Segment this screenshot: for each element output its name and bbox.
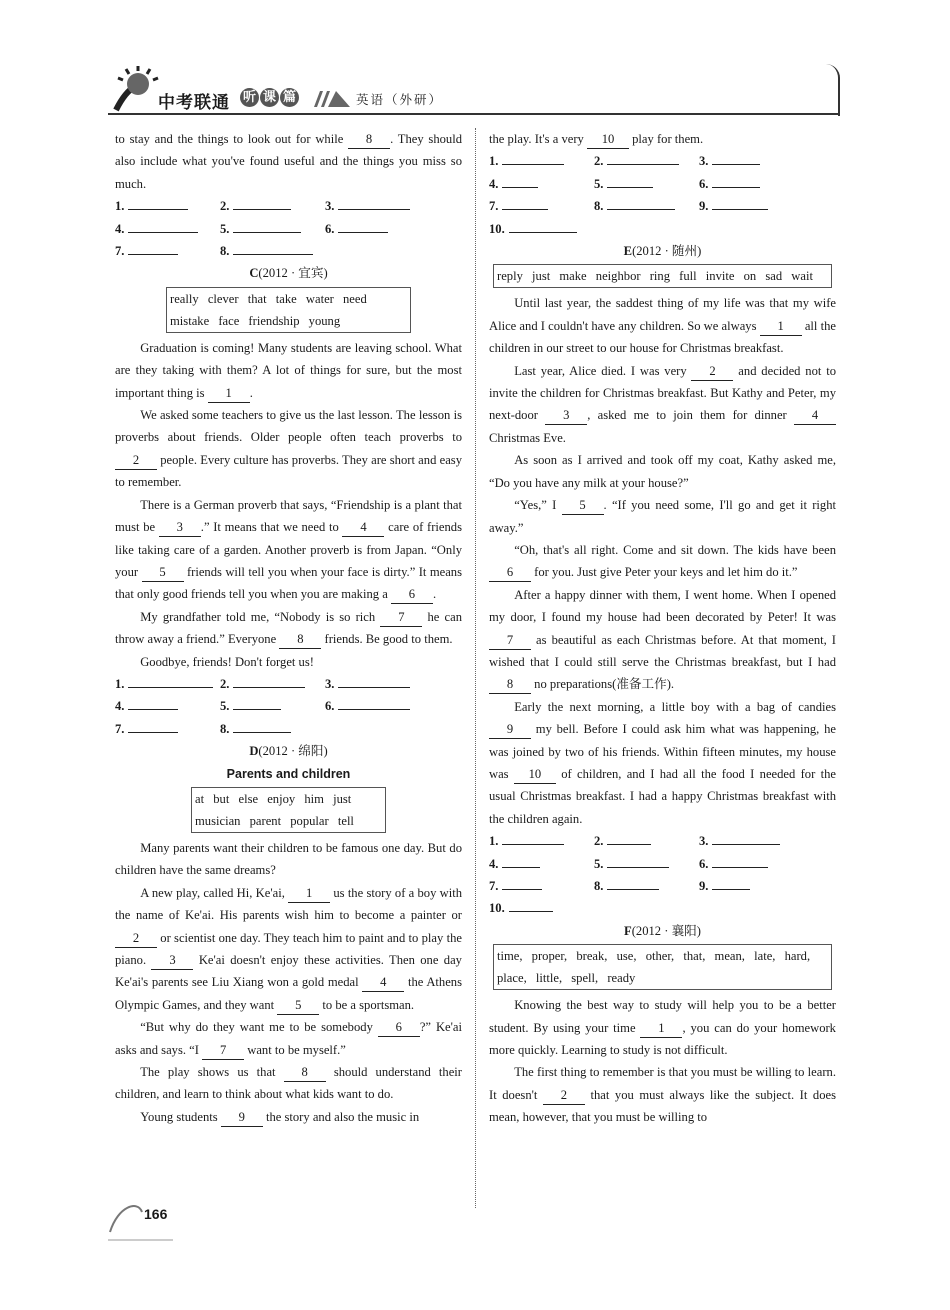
answer-item: [220, 718, 325, 740]
answer-number: 5.: [594, 176, 604, 191]
paragraph: My grandfather told me, “Nobody is so rich 7 he can throw away a friend.” Everyone 8 friends. Be good to them.: [115, 606, 462, 651]
answer-item: [325, 218, 462, 240]
answer-line[interactable]: [502, 150, 564, 165]
answer-number: 4.: [489, 856, 499, 871]
answer-line[interactable]: [607, 853, 669, 868]
left-column: [115, 128, 462, 1128]
section-label: D: [249, 744, 259, 759]
blank-7: 7: [489, 632, 531, 650]
blank-8: 8: [348, 131, 390, 149]
answer-number: 7.: [115, 721, 125, 736]
answer-item: [489, 830, 594, 852]
answer-item: [220, 695, 325, 717]
paragraph: Knowing the best way to study will help you to be a better student. By using your time 1 , you can do your homework more quickly. Learning to study is not difficult.: [489, 998, 836, 1058]
answer-number: 6.: [325, 221, 335, 236]
answer-item: [489, 218, 594, 240]
paragraph: the play. It's a very 10 play for them.: [489, 128, 836, 150]
answer-item: [115, 718, 220, 740]
answer-item: [489, 173, 594, 195]
answer-line[interactable]: [502, 875, 542, 890]
answer-line[interactable]: [128, 218, 198, 233]
answer-line[interactable]: [233, 218, 301, 233]
blank-7: 7: [380, 609, 422, 627]
paragraph: Graduation is coming! Many students are leaving school. What are they taking with them? A lot of things for sure, but the most important thing is 1 .: [115, 337, 462, 404]
answer-number: 3.: [325, 676, 335, 691]
section-heading: [489, 920, 836, 942]
answer-item: [699, 875, 836, 897]
answer-number: 6.: [699, 176, 709, 191]
answer-line[interactable]: [233, 695, 281, 710]
blank-5: 5: [277, 997, 319, 1015]
paragraph: The first thing to remember is that you must be willing to learn. It doesn't 2 that you must always like the subject. It does mean, however, that you must be willing to: [489, 1065, 837, 1125]
blank-8: 8: [279, 631, 321, 649]
answer-line[interactable]: [128, 240, 178, 255]
paragraph: We asked some teachers to give us the last lesson. The lesson is proverbs about friends. Older people often teach proverbs to 2 people. Every culture has proverbs. They are short and easy to remember.: [115, 408, 462, 490]
slash-decoration-icon: [308, 91, 350, 107]
section-source: (2012 · 襄阳): [631, 923, 701, 938]
answer-line[interactable]: [128, 673, 213, 688]
paragraph: Goodbye, friends! Don't forget us!: [140, 654, 314, 669]
answer-item: [115, 673, 220, 695]
header-rule: [108, 113, 838, 115]
answer-item: [220, 673, 325, 695]
blank-5: 5: [142, 564, 184, 582]
answer-item: [325, 195, 462, 217]
blank-8: 8: [284, 1064, 326, 1082]
paragraph: The play shows us that 8 should understand their children, and learn to think about what kids want to do.: [115, 1065, 463, 1102]
blank-1: 1: [208, 385, 250, 403]
answer-line[interactable]: [712, 853, 768, 868]
word-bank: reply just make neighbor ring full invite on sad wait: [493, 264, 832, 288]
column-divider: [475, 128, 476, 1208]
section-source: (2012 · 宜宾): [258, 266, 328, 281]
answer-line[interactable]: [338, 673, 410, 688]
answer-line[interactable]: [233, 718, 291, 733]
answer-line[interactable]: [712, 875, 750, 890]
answer-item: [489, 195, 594, 217]
answer-line[interactable]: [128, 695, 178, 710]
answer-item: [220, 195, 325, 217]
answer-item: [115, 195, 220, 217]
badge-char: 课: [260, 88, 279, 107]
blank-4: 4: [342, 519, 384, 537]
blank-1: 1: [288, 885, 330, 903]
answer-item: [115, 240, 220, 262]
blank-9: 9: [489, 721, 531, 739]
answer-line[interactable]: [233, 195, 291, 210]
blank-1: 1: [760, 318, 802, 336]
blank-2: 2: [543, 1087, 585, 1105]
answer-number: 3.: [699, 834, 709, 849]
answer-item: [699, 830, 836, 852]
answer-item: [489, 150, 594, 172]
word-bank: at but else enjoy him just musician parent popular tell: [191, 787, 386, 833]
answer-line[interactable]: [233, 673, 305, 688]
answer-line[interactable]: [607, 875, 659, 890]
header-curl: [826, 64, 840, 116]
answer-number: 4.: [115, 221, 125, 236]
answer-item: [325, 673, 462, 695]
answer-line[interactable]: [338, 195, 410, 210]
answer-line[interactable]: [338, 218, 388, 233]
answer-number: 8.: [594, 879, 604, 893]
answer-item: [220, 240, 325, 262]
paragraph: There is a German proverb that says, “Friendship is a plant that must be 3 .” It means that we need to 4 care of friends like taking care of a garden. Another proverb is from Japan. “Only your 5 friends will tell you when your face is dirty.” It means that only good friends tell you when you are making a 6 .: [115, 494, 462, 606]
answer-number: 4.: [115, 699, 125, 714]
badge-char: 听: [240, 88, 259, 107]
blank-10: 10: [514, 766, 556, 784]
answer-item: [489, 897, 594, 919]
answer-grid: [115, 195, 462, 262]
page-header: [108, 64, 838, 114]
blank-6: 6: [489, 564, 531, 582]
section-heading: [489, 240, 836, 262]
answer-number: 1.: [489, 834, 499, 849]
paragraph: As soon as I arrived and took off my coat, Kathy asked me, “Do you have any milk at your house?”: [489, 453, 836, 490]
answer-number: 2.: [220, 676, 230, 691]
answer-number: 6.: [699, 856, 709, 871]
answer-number: 7.: [489, 199, 499, 214]
answer-number: 8.: [594, 199, 604, 214]
section-label: C: [249, 266, 259, 281]
answer-item: [699, 173, 836, 195]
page-footer: [108, 1196, 178, 1242]
paragraph: Last year, Alice died. I was very 2 and decided not to invite the children for Christmas breakfast. But Kathy and Peter, my next-door 3 , asked me to join them for dinner 4 Christmas Eve.: [489, 363, 836, 445]
answer-line[interactable]: [509, 218, 577, 233]
blank-4: 4: [794, 407, 836, 425]
answer-item: [220, 218, 325, 240]
answer-line[interactable]: [502, 830, 564, 845]
section-source: (2012 · 随州): [632, 244, 702, 259]
blank-6: 6: [378, 1019, 420, 1037]
answer-number: 2.: [594, 834, 604, 849]
paragraph: Young students 9 the story and also the music in: [115, 1106, 462, 1128]
answer-line[interactable]: [607, 830, 651, 845]
answer-grid: [489, 150, 836, 240]
blank-10: 10: [587, 131, 629, 149]
answer-line[interactable]: [128, 718, 178, 733]
leaf-decoration-icon: [108, 1196, 178, 1242]
answer-grid: [489, 830, 836, 920]
section-source: (2012 · 绵阳): [258, 744, 328, 759]
blank-3: 3: [151, 952, 193, 970]
answer-number: 6.: [325, 699, 335, 714]
blank-2: 2: [115, 452, 157, 470]
answer-line[interactable]: [712, 173, 760, 188]
subject-label: 英语（外研）: [356, 92, 444, 107]
answer-number: 8.: [220, 721, 230, 736]
blank-6: 6: [391, 586, 433, 604]
section-label: E: [623, 244, 633, 259]
answer-line[interactable]: [128, 195, 188, 210]
answer-item: [594, 195, 699, 217]
answer-number: 7.: [115, 244, 125, 259]
blank-4: 4: [362, 974, 404, 992]
blank-3: 3: [159, 519, 201, 537]
answer-number: 8.: [220, 244, 230, 259]
answer-line[interactable]: [338, 695, 410, 710]
brand-name: 中考联通: [158, 93, 230, 113]
answer-item: [699, 853, 836, 875]
answer-item: [699, 150, 836, 172]
answer-item: [594, 875, 699, 897]
answer-line[interactable]: [712, 150, 760, 165]
answer-number: 5.: [594, 856, 604, 871]
right-column: [489, 128, 836, 1129]
answer-line[interactable]: [233, 240, 313, 255]
answer-line[interactable]: [712, 195, 768, 210]
paragraph: “But why do they want me to be somebody 6 ?” Ke'ai asks and says. “I 7 want to be myself.”: [115, 1016, 462, 1061]
answer-item: [699, 195, 836, 217]
answer-number: 3.: [699, 154, 709, 169]
blank-1: 1: [640, 1020, 682, 1038]
answer-item: [594, 150, 699, 172]
section-heading: [115, 262, 462, 284]
answer-item: [594, 853, 699, 875]
blank-8: 8: [489, 676, 531, 694]
answer-number: 5.: [220, 699, 230, 714]
paragraph: to stay and the things to look out for while 8 . They should also include what you've found useful and the things you miss so much.: [115, 132, 462, 191]
badge-char: 篇: [280, 88, 299, 107]
lesson-badge: [240, 88, 300, 107]
sun-tree-logo-icon: [108, 64, 160, 112]
answer-number: 2.: [594, 154, 604, 169]
answer-line[interactable]: [509, 897, 553, 912]
blank-3: 3: [545, 407, 587, 425]
paragraph: Until last year, the saddest thing of my life was that my wife Alice and I couldn't have any children. So we always 1 all the children in our street to our house for Christmas breakfast.: [489, 296, 836, 356]
answer-number: 5.: [220, 221, 230, 236]
answer-number: 9.: [699, 879, 709, 893]
blank-9: 9: [221, 1109, 263, 1127]
blank-2: 2: [115, 930, 157, 948]
answer-item: [594, 173, 699, 195]
answer-number: 4.: [489, 176, 499, 191]
paragraph: Many parents want their children to be famous one day. But do children have the same dreams?: [115, 840, 462, 878]
answer-line[interactable]: [502, 195, 548, 210]
blank-2: 2: [691, 363, 733, 381]
paragraph: After a happy dinner with them, I went home. When I opened my door, I found my house had been decorated by Peter! It was 7 as beautiful as each Christmas before. At that moment, I wished that I could still serve the Christmas breakfast, but I had 8 no preparations(准备工作).: [489, 584, 836, 696]
answer-number: 10.: [489, 901, 505, 916]
passage-title: Parents and children: [226, 766, 351, 781]
answer-line[interactable]: [502, 853, 540, 868]
answer-number: 7.: [489, 879, 499, 893]
answer-item: [115, 218, 220, 240]
section-heading: [115, 740, 462, 762]
answer-number: 9.: [699, 199, 709, 214]
word-bank: really clever that take water need mistake face friendship young: [166, 287, 411, 333]
answer-line[interactable]: [607, 195, 675, 210]
blank-7: 7: [202, 1042, 244, 1060]
answer-number: 3.: [325, 199, 335, 214]
answer-item: [325, 695, 462, 717]
paragraph: “Oh, that's all right. Come and sit down. The kids have been 6 for you. Just give Peter your keys and let him do it.”: [489, 539, 836, 584]
paragraph: A new play, called Hi, Ke'ai, 1 us the story of a boy with the name of Ke'ai. His parents wish him to become a painter or 2 or scientist one day. They teach him to paint and to play the piano. 3 Ke'ai doesn't enjoy these activities. Then one day Ke'ai's parents see Liu Xiang won a gold medal 4 the Athens Olympic Games, and they want 5 to be a sportsman.: [115, 882, 462, 1016]
paragraph: Early the next morning, a little boy with a bag of candies 9 my bell. Before I could ask him what was happening, he was joined by two of his friends. Within fifteen minutes, my house was 10 of children, and I had all the food I needed for the usual Christmas breakfast. I had a happy Christmas breakfast with the children again.: [489, 699, 836, 826]
answer-number: 10.: [489, 221, 505, 236]
answer-number: 1.: [115, 676, 125, 691]
answer-line[interactable]: [502, 173, 538, 188]
paragraph: “Yes,” I 5 . “If you need some, I'll go and get it right away.”: [489, 498, 836, 535]
answer-number: 2.: [220, 199, 230, 214]
answer-line[interactable]: [607, 150, 679, 165]
answer-grid: [115, 673, 462, 740]
answer-item: [489, 875, 594, 897]
answer-line[interactable]: [607, 173, 653, 188]
answer-number: 1.: [489, 154, 499, 169]
answer-line[interactable]: [712, 830, 780, 845]
blank-5: 5: [562, 497, 604, 515]
word-bank: time, proper, break, use, other, that, mean, late, hard, place, little, spell, ready: [493, 944, 832, 990]
answer-item: [115, 695, 220, 717]
answer-item: [594, 830, 699, 852]
answer-item: [489, 853, 594, 875]
page-number: 166: [144, 1206, 168, 1222]
answer-number: 1.: [115, 199, 125, 214]
section-label: F: [624, 923, 632, 938]
